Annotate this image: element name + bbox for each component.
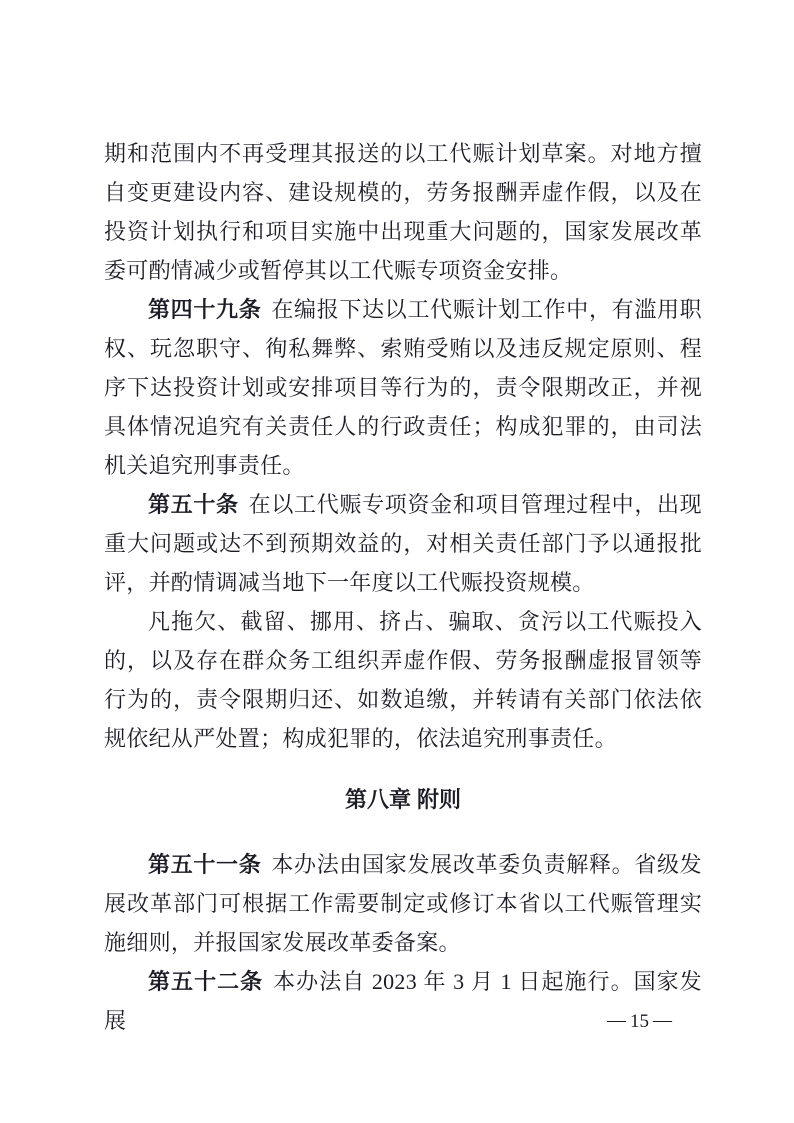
paragraph [104, 485, 702, 602]
paragraph-text: 在编报下达以工代赈计划工作中，有滥用职权、玩忽职守、徇私舞弊、索贿受贿以及违反规定原则、程序下达投资计划或安排项目等行为的，责令限期改正，并视具体情况追究有关责任人的行政责任；构成犯罪的，由司法机关追究刑事责任。 [104, 297, 702, 478]
paragraph-text: 期和范围内不再受理其报送的以工代赈计划草案。对地方擅自变更建设内容、建设规模的，劳务报酬弄虚作假，以及在投资计划执行和项目实施中出现重大问题的，国家发展改革委可酌情减少或暂停其以工代赈专项资金安排。 [104, 141, 702, 283]
paragraph [104, 602, 702, 758]
article-number: 第五十二条 [148, 969, 264, 994]
page-number-value: 15 [630, 1011, 649, 1032]
page-number [603, 1010, 676, 1033]
page-content [104, 134, 702, 1040]
article-number: 第四十九条 [148, 297, 262, 322]
paragraph [104, 290, 702, 485]
paragraph [104, 134, 702, 290]
article-number: 第五十一条 [148, 852, 262, 877]
paragraph-text: 本办法自 2023 年 3 月 1 日起施行。国家发展 [104, 969, 702, 1033]
page-number-left-dash: — [607, 1010, 626, 1031]
chapter-heading: 第八章 附则 [344, 787, 462, 812]
page-number-right-dash: — [653, 1010, 672, 1031]
article-number: 第五十条 [148, 492, 239, 517]
paragraph-text: 本办法由国家发展改革委负责解释。省级发展改革部门可根据工作需要制定或修订本省以工代赈管理实施细则，并报国家发展改革委备案。 [104, 852, 702, 955]
paragraph [104, 845, 702, 962]
paragraph-text: 凡拖欠、截留、挪用、挤占、骗取、贪污以工代赈投入的，以及存在群众务工组织弄虚作假、劳务报酬虚报冒领等行为的，责令限期归还、如数追缴，并转请有关部门依法依规依纪从严处置；构成犯罪的，依法追究刑事责任。 [104, 609, 702, 751]
paragraph-text: 在以工代赈专项资金和项目管理过程中，出现重大问题或达不到预期效益的，对相关责任部门予以通报批评，并酌情调减当地下一年度以工代赈投资规模。 [104, 492, 702, 595]
